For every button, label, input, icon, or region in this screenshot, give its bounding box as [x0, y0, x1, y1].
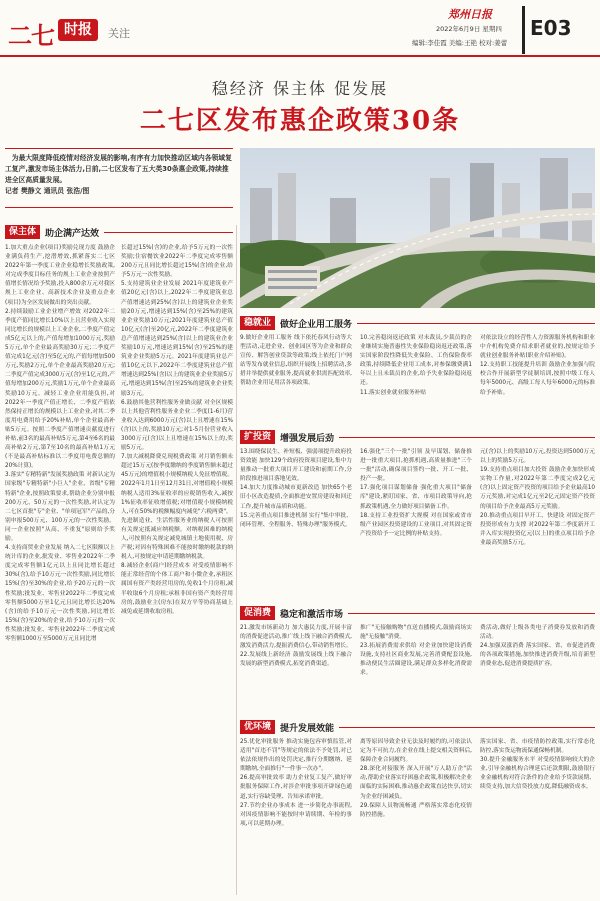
page-number: E03 — [530, 16, 572, 40]
section-tag: 稳就业 — [240, 316, 275, 330]
article-col-4: 10.完善稳岗返还政策 对未裁员,少裁员的企业继续实施普惠性失业保险稳岗返还政策,落实国家阶段性降低失业保险、工伤保险费率政策,持续降低企业用工成本,对参保缴费满1年以上且未裁员的企业,给予失业保险稳岗返还。 11.落实创业就业服务补贴 — [360, 335, 472, 396]
article-col-1: 1.加大重点企业(项目)奖励兑现力度 鼓励企业满负荷生产,挖潜增效,抓紧落实二七区2022年第一季度工业企业稳增长奖励政策,对完成季度目标任务的规上工业企业按照产值增长情况给予奖励,投入800余万元对我区规上工业企业、高新技术企业及重点企业(项目)为全区发展做出的突出贡献。 2.持续鼓励工业企业增产增效 对2022年二季度产值同比增长10%以上且营业收入实现同比增长的规模以上工业企业,二季度产值完成5亿元以上的,产值每增加1000万元,奖励5万元,单个企业最高奖励30万元;二季度产值完成1亿元(含)至5亿元的,产值每增加500万元,奖励2万元,单个企业最高奖励20万元;二季度产值完成3000万元(含)至1亿元的,产值每增加200万元,奖励1万元,单个企业最高奖励10万元。减轻工业企业用能负担,对2022年一季度产值正增长、二季度产值依然保持正增长的规模以上工业企业,对其二季度用电费用给予20%补贴,单个企业最高补贴5万元。按照二季度产值增速贡献度进行补贴,前3名的最高补贴5万元,第4至6名的最高补贴2万元,第7至10名的最高补贴1万元(不是最高补贴标准以二季度用电费总额的20%计算)。 3.落实"专精特新"发展奖励政策 对新认定为国家级"专精特新"小巨人"企业、省级"专精特新"企业,按照政策要求,帮助企业分别申报200万元、50万元的一次性奖励,对认定为二七区首批"专"企业、"单项冠军"产品的,分别申报500万元、100万元的一次性奖励。同一企业按照"从高、不重复"原则给予奖励。 4.支持商贸业企业发展 纳入二七区限额以上统计库的企业,批发业、零售业2022年二季度完成零售额1亿元以上且同比增长超过30%(含),给予10万元一次性奖励,同比增长15%(含)至30%的企业,给予20万元的一次性奖励;批发业、零售业2022年二季度完成零售额5000万至1亿元且同比增长达20%(含)的给予10万元一次性奖励,同比增长15%(含)至20%的企业,给予10万元的一次性奖励;批发业、零售业2022年二季度完成零售额1000万至5000万元且同比增 — [5, 245, 115, 643]
lead-text: 为最大限度降低疫情对经济发展的影响,有序有力加快推动区域内各领域复工复产,激发市场主体活力,日前,二七区发布了五大类30条惠企政策,持续推进全区高质量发展。 — [5, 154, 232, 184]
section-tag: 扩投资 — [240, 430, 275, 444]
section-header-s1 — [5, 225, 233, 239]
headline-title: 二七区发布惠企政策30条 — [139, 106, 461, 136]
article-col-5: 对依法设立的经营性人力资源服务机构和职业中介机构免费介绍求职者就业的,按规定给予就业创业服务补贴(职业介绍补贴)。 12.支持职工技能提升培训 鼓励企业加强与院校合作开展新型学徒制培训,按照中级工每人每年5000元、高级工每人每年6000元的标准给予补贴。 — [480, 335, 595, 396]
masthead-section: 关注 — [108, 27, 130, 40]
masthead-badge: 时报 — [58, 19, 98, 41]
section-tag: 优环境 — [240, 720, 275, 734]
section-header-s3 — [240, 430, 595, 444]
section-rule — [348, 613, 595, 614]
article-col-13: 离等原因导致企业无法及时履约的,可依法认定为不可抗力,在企业在线上提交相关资料后,保障企业合同履约。 28.深化对接服务 深入开展"万人助万企"活动,帮助企业落实纾困惠企政策,积极解决企业面临的实际困难,推动惠企政策直达快享,切实为企业纾困减负。 29.保障人员物流畅通 严格落实常态化疫情防控措施。 — [360, 739, 472, 818]
lead-byline: 记者 樊静文 通讯员 张浩/图 — [5, 187, 90, 195]
article-col-9: 21.激发市场新动力 加大惠民力度,开展丰富的消费促进活动,推广线上线下融合消费模式,激发消费活力,提振消费信心,带动销售增长。 22.发展线上新经济 鼓励发展线上线下融合发展的新型消费模式,拓宽消费渠道。 — [240, 625, 352, 668]
section-rule — [357, 323, 595, 324]
masthead — [0, 0, 600, 62]
section-rule — [339, 727, 595, 728]
lead-box — [5, 148, 233, 208]
article-col-2: 长超过15%(含)的企业,给予5万元的一次性奖励;住宿餐饮业2022年二季度完成零售额200万元且同比增长超过15%(含)的企业,给予5万元一次性奖励。 5.支持建筑业企业发展 2021年度建筑业产值20亿元(含)以上,2022年二季度建筑业总产值增速达到25%(含)以上的建筑业企业奖励20万元,增速达到15%(含)至25%的建筑业企业奖励10万元;2021年度建筑业总产值10亿元(含)至20亿元,2022年二季度建筑业总产值增速达到25%(含)以上的建筑业企业奖励10万元,增速达到15%(含)至25%的建筑业企业奖励5万元。2021年度建筑业总产值10亿元以下,2022年二季度建筑业总产值增速达到25%(含)以上的建筑业企业奖励5万元,增速达到15%(含)至25%的建筑业企业奖励3万元。 6.鼓励其他营利性服务业做贡献 对全区规模以上其他营利性服务业企业二季度(1-6月)营业收入达到6000万元(含)以上且增速在15%(含)以上的,奖励10万元;对1-5月份营业收入3000万元(含)以上且增速在15%以上的,奖励5万元。 7.加大减税降费兑现税费政策 对月销售额未超过15万元(按季度缴纳的季度销售额未超过45万元)的增值税小规模纳税人免征增值税。2022年1月1日至12月31日,对增值税小规模纳税人适用3%征收率的应税销售收入,减按1%征收率征收增值税;对增值税小规模纳税人,可在50%的税额幅度内减免"六税两费"。 先进制造业、生活性服务业的纳税人可按照有关规定抵减应纳税额。对纳税困难的纳税人,可按照有关规定减免城镇土地使用税、房产税;对因有特殊困难不能按时缴纳税款的纳税人,可按规定申请延期缴纳税款。 8.减轻企业(商户)经营成本 对受疫情影响不能正常经营的个体工商户和小微企业,承租区属国有资产类经营用房的,免收1个月房租,减半收取6个月房租;承租非国有资产类经营用房的,鼓励业主(房东)在双方平等协商基础上减免或延期收取房租。 — [121, 245, 233, 615]
article-col-11: 费活动,做好上级各类电子消费券发放和消费活动。 24.加强双涨消费 落实国家、省、市促进消费的各项政策措施,加快推进消费升级,培育新型消费业态,促进消费提质扩容。 — [480, 625, 595, 668]
masthead-divider — [522, 6, 525, 54]
article-col-14: 落实国家、省、市疫情防控政策,实行常态化防控,落实货运物流保通保畅机制。 30.提升金融服务水平 对受疫情影响较大的企业,引导金融机构合理延后还款期限,鼓励银行业金融机构对符合条件的企业给予贷款展期、续贷支持,加大信贷投放力度,降低融资成本。 — [480, 739, 595, 791]
masthead-rule — [0, 55, 600, 57]
paper-logo: 郑州日报 — [448, 8, 492, 21]
city-overpass-photo — [240, 148, 595, 308]
issue-date: 2022年6月9日 星期四 — [436, 25, 502, 33]
article-col-12: 25.优化审批服务 推动实施包容审慎监管,对适用"首违不罚"等规定的依法不予处罚,对已依法依规作出的处罚决定,推行分期缴纳、延期缴纳,全面推行"一件事一次办"。 26.提高审批效率 助力企业复工复产,做好审批服务保障工作,对涉企审批事项开辟绿色通道,实行容缺受理、告知承诺审批。 27.节约企业办事成本 进一步简化办事流程,对因疫情影响不能按时申请续期、年检的事项,可以延期办理。 — [240, 739, 352, 827]
photo-illustration — [240, 148, 595, 308]
section-name: 增强发展后劲 — [280, 433, 335, 444]
section-name: 助企满产达效 — [45, 228, 100, 239]
section-tag: 保主体 — [5, 225, 40, 239]
article-col-6: 13.围绕保民生、补短板、强弱项提升政府投资效能 加快129个政府投资项目建设,集中力量推动一批重大项目开工建设和前期工作,分阶段推进项目落地见效。 14.加大力度推动城市更新改造 加快65个老旧小区改造提质,全面推进安置房建设和回迁工作,提升城市品质和功能。 15.完善重点项目推进机制 实行"集中审批、闭环管理、全程服务、特殊办理"服务模式。 — [240, 449, 352, 528]
section-tag: 促消费 — [240, 606, 275, 620]
article-col-3: 9.做好企业用工服务 线下依托春风行动等大型活动,走进企业、创业园区等为企业和群众宣传、解答创业贷款等政策;线上依托门户网站等发布就业信息,组织开展线上招聘活动,多措并举提供就业服务,提高就业供需匹配效率,帮助企业用足用活各项政策。 — [240, 335, 352, 387]
column-divider — [236, 225, 237, 895]
staff-credits: 编辑:李佳霞 美编:王艳 校对:姜蕾 — [412, 39, 508, 47]
headline-kicker: 稳经济 保主体 促发展 — [211, 79, 389, 98]
section-rule — [104, 232, 233, 233]
masthead-title: 二七 — [8, 22, 54, 50]
article-col-7: 16.强化"三个一批"引领 及早谋划、储备推进一批重大项目,抢抓机遇,高质量推进"三个一批"活动,确保项目签约一批、开工一批、投产一批。 17.强化项目谋划储备 强化重大项目"储备库"建设,紧盯国家、省、市项目政策导向,抢抓政策机遇,全力做好项目储备工作。 18.支持工业投资扩大规模 对在国家或省市级产业园区投资建设的工业项目,对其固定资产投资给予一定比例的补贴支持。 — [360, 449, 472, 537]
section-rule — [339, 437, 595, 438]
section-header-s4 — [240, 606, 595, 620]
section-name: 提升发展效能 — [280, 723, 335, 734]
section-header-s5 — [240, 720, 595, 734]
section-header-s2 — [240, 316, 595, 330]
article-col-8: 元(含)以上的奖励10万元,投资达到5000万元以上的奖励5万元。 19.支持重点项目加大投资 鼓励企业加快形成实物工作量,对2022年第二季度完成2亿元(含)以上固定资产投资的项目给予企业最高10万元奖励,对完成1亿元至2亿元固定资产投资的项目给予企业最高5万元奖励。 20.推动重点项目早开工、快建设 对固定资产投资形成有力支撑 对2022年第二季度新开工并入库实现投资亿元(以上)的重点项目给予企业最高奖励5万元。 — [480, 449, 595, 546]
section-name: 稳定和激活市场 — [280, 609, 344, 620]
article-col-10: 推广"无接触购物"直送直播模式,鼓励商场实施"无接触"消费。 23.拓展消费需求供给 对企业加快建设消费设施,支持社区商业发展,完善消费配套设施,推动便民生活圈建设,满足群众多样化消费需求。 — [360, 625, 472, 677]
section-name: 做好企业用工服务 — [280, 319, 353, 330]
